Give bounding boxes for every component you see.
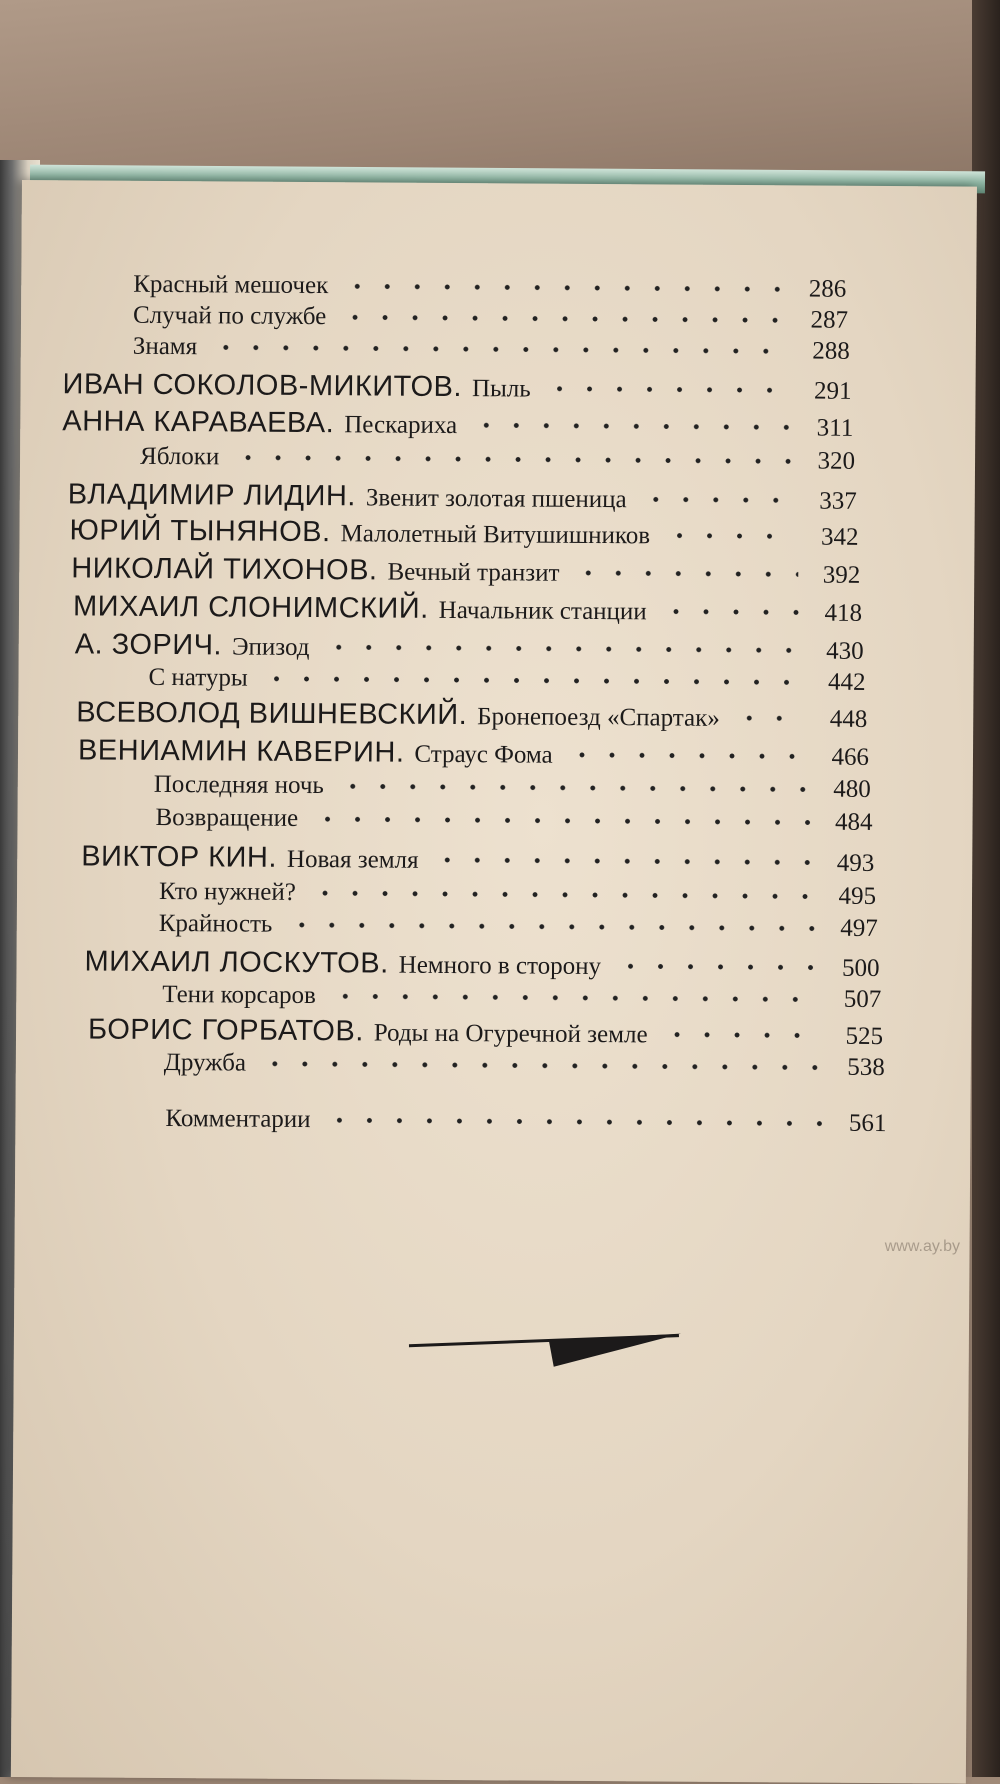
dot-leader: [312, 815, 810, 826]
table-of-contents: [13, 180, 977, 1487]
toc-author: ВЕНИАМИН КАВЕРИН.: [77, 734, 405, 769]
toc-page-number: 288: [812, 337, 850, 365]
dot-leader: [545, 384, 790, 394]
toc-entry: [75, 628, 864, 667]
dot-leader: [433, 855, 813, 866]
dot-leader: [734, 713, 806, 721]
toc-entry: [84, 945, 879, 984]
book-page: [11, 180, 977, 1784]
dot-leader: [340, 313, 786, 324]
dot-leader: [338, 782, 809, 793]
toc-title: Красный мешочек: [133, 270, 329, 300]
dot-leader: [330, 992, 819, 1003]
toc-page-number: 286: [808, 275, 847, 303]
toc-title: Дружба: [163, 1049, 247, 1077]
toc-entry: [133, 302, 848, 335]
toc-entry: [154, 771, 871, 804]
toc-title: Страус Фома: [414, 740, 553, 769]
toc-page-number: 497: [840, 914, 878, 942]
toc-title: Пыль: [471, 375, 531, 403]
toc-page-number: 493: [836, 849, 875, 877]
toc-page-number: 311: [816, 414, 854, 442]
dot-leader: [661, 607, 800, 616]
toc-author: ВСЕВОЛОД ВИШНЕВСКИЙ.: [76, 696, 468, 732]
toc-author: МИХАИЛ ЛОСКУТОВ.: [84, 945, 389, 980]
dot-leader: [233, 453, 793, 465]
dot-leader: [641, 495, 795, 504]
toc-entry: [162, 981, 881, 1014]
toc-entry: [159, 910, 878, 943]
toc-title: Знамя: [132, 332, 198, 361]
toc-entry: [148, 664, 865, 697]
toc-page-number: 538: [847, 1053, 885, 1082]
toc-entry: [81, 840, 874, 879]
toc-entry: [68, 478, 857, 517]
toc-page-number: 495: [838, 882, 877, 910]
toc-author: АННА КАРАВАЕВА.: [62, 405, 335, 440]
toc-page-number: 507: [843, 985, 882, 1014]
toc-title: Тени корсаров: [162, 980, 317, 1010]
toc-entry: [78, 734, 869, 773]
toc-page-number: 500: [841, 954, 880, 983]
toc-title: Возвращение: [155, 803, 299, 832]
toc-title: Кто нужней?: [158, 877, 296, 906]
dot-leader: [615, 962, 818, 971]
toc-title: Новая земля: [286, 845, 419, 874]
toc-entry: [165, 1105, 886, 1138]
toc-page-number: 484: [834, 808, 873, 836]
toc-page-number: 448: [829, 705, 868, 733]
dot-leader: [286, 921, 815, 933]
end-ornament-icon: [409, 1328, 684, 1370]
toc-page-number: 561: [848, 1109, 887, 1138]
toc-entry: [88, 1013, 883, 1052]
toc-entry: [140, 443, 855, 476]
toc-page-number: 287: [810, 306, 849, 334]
toc-entry: [159, 878, 876, 911]
dot-leader: [567, 750, 807, 760]
toc-title: Начальник станции: [438, 596, 647, 626]
dot-leader: [325, 1116, 825, 1127]
toc-author: БОРИС ГОРБАТОВ.: [87, 1013, 364, 1048]
toc-title: Вечный транзит: [387, 558, 560, 587]
toc-page-number: 525: [845, 1022, 884, 1051]
toc-title: Последняя ночь: [153, 770, 324, 800]
toc-title: Эпизод: [231, 633, 310, 662]
toc-title: Малолетный Витушишников: [340, 520, 651, 550]
toc-title: Роды на Огуречной земле: [373, 1019, 648, 1049]
toc-title: Яблоки: [139, 442, 220, 471]
dot-leader: [471, 421, 791, 431]
toc-page-number: 392: [822, 561, 861, 589]
toc-page-number: 418: [824, 599, 863, 627]
dot-leader: [262, 675, 804, 687]
toc-entry: [62, 405, 853, 444]
toc-author: А. ЗОРИЧ.: [74, 628, 223, 662]
toc-page-number: 320: [817, 447, 856, 475]
dot-leader: [342, 282, 784, 293]
toc-author: ВЛАДИМИР ЛИДИН.: [67, 478, 357, 513]
toc-entry: [164, 1049, 885, 1082]
toc-page-number: 291: [813, 377, 852, 405]
toc-title: Немного в сторону: [398, 951, 602, 981]
dot-leader: [260, 1060, 823, 1072]
toc-author: ВИКТОР КИН.: [81, 840, 278, 874]
toc-title: Крайность: [158, 909, 273, 938]
toc-entry: [73, 590, 862, 629]
dot-leader: [324, 643, 802, 654]
toc-page-number: 442: [827, 668, 866, 696]
dot-leader: [662, 1030, 822, 1039]
dot-leader: [211, 343, 788, 355]
toc-page-number: 466: [831, 743, 870, 771]
toc-page-number: 342: [820, 523, 859, 551]
toc-title: Звенит золотая пшеница: [365, 484, 627, 514]
toc-entry: [71, 552, 860, 591]
toc-entry: [133, 271, 846, 304]
toc-author: ЮРИЙ ТЫНЯНОВ.: [69, 514, 331, 549]
toc-entry: [76, 696, 867, 735]
toc-page-number: 430: [826, 637, 864, 665]
toc-author: ИВАН СОКОЛОВ-МИКИТОВ.: [62, 368, 463, 404]
toc-title: Комментарии: [165, 1105, 311, 1134]
watermark: www.ay.by: [884, 1238, 960, 1255]
dot-leader: [310, 889, 814, 901]
toc-author: НИКОЛАЙ ТИХОНОВ.: [71, 552, 378, 587]
toc-entry: [155, 804, 872, 837]
toc-title: Бронепоезд «Спартак»: [477, 703, 720, 732]
toc-title: Пескариха: [344, 411, 458, 440]
toc-title: С натуры: [148, 663, 248, 692]
toc-page-number: 480: [833, 775, 871, 803]
toc-entry: [133, 333, 850, 366]
dot-leader: [664, 531, 797, 540]
dot-leader: [573, 568, 798, 578]
toc-page-number: 337: [819, 487, 857, 515]
toc-entry: [62, 368, 851, 407]
toc-entry: [69, 514, 858, 553]
toc-author: МИХАИЛ СЛОНИМСКИЙ.: [72, 590, 429, 625]
toc-title: Случай по службе: [132, 301, 327, 331]
